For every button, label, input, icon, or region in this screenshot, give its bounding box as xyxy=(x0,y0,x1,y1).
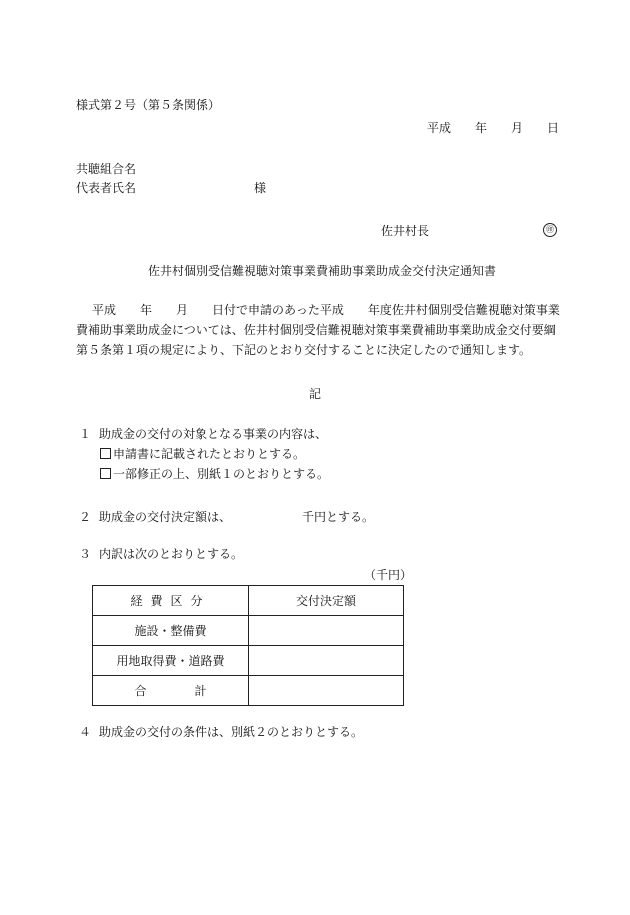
item-2-text: 助成金の交付決定額は、 xyxy=(99,510,232,524)
unit-label: （千円） xyxy=(364,568,413,582)
total-amount xyxy=(249,676,404,706)
association-name-label: 共聴組合名 xyxy=(76,162,137,176)
row-amount xyxy=(249,616,404,646)
document-title: 佐井村個別受信難視聴対策事業費補助事業助成金交付決定通知書 xyxy=(148,264,497,278)
item-3-text: 内訳は次のとおりとする。 xyxy=(99,547,244,561)
body-line-2: 費補助事業助成金については、佐井村個別受信難視聴対策事業費補助事業助成金交付要綱 xyxy=(76,323,556,337)
form-label: 様式第２号（第５条関係） xyxy=(76,98,221,112)
seal-mark: ㊞ xyxy=(543,223,557,237)
row-category: 用地取得費・道路費 xyxy=(93,646,249,676)
checkbox[interactable] xyxy=(100,448,111,459)
item-2-amount-suffix: 千円とする。 xyxy=(302,510,375,524)
body-line-1: 平成 年 月 日付で申請のあった平成 年度佐井村個別受信難視聴対策事業 xyxy=(92,303,560,317)
table-header-row xyxy=(93,586,404,616)
honorific: 様 xyxy=(254,181,267,195)
breakdown-table xyxy=(92,585,404,706)
item-1-option-1 xyxy=(100,446,305,462)
header-amount: 交付決定額 xyxy=(249,586,404,616)
table-row xyxy=(93,646,404,676)
item-2-number: ２ xyxy=(79,510,92,524)
option-2-label: 一部修正の上、別紙１のとおりとする。 xyxy=(113,467,330,481)
row-category: 施設・整備費 xyxy=(93,616,249,646)
item-4-number: ４ xyxy=(79,725,92,739)
total-label: 合 計 xyxy=(93,676,249,706)
row-amount xyxy=(249,646,404,676)
item-1-text: 助成金の交付の対象となる事業の内容は、 xyxy=(99,427,328,441)
table-row xyxy=(93,616,404,646)
item-4-text: 助成金の交付の条件は、別紙２のとおりとする。 xyxy=(99,725,364,739)
item-1-option-2 xyxy=(100,466,329,482)
header-category: 経費区分 xyxy=(93,586,249,616)
sender-name: 佐井村長 xyxy=(381,224,430,238)
representative-name-label: 代表者氏名 xyxy=(76,181,137,195)
body-line-3: 第５条第１項の規定により、下記のとおり交付することに決定したので通知します。 xyxy=(76,343,532,357)
ki-heading: 記 xyxy=(309,387,322,401)
item-3-number: ３ xyxy=(79,547,92,561)
date-line: 平成 年 月 日 xyxy=(427,121,560,135)
table-total-row xyxy=(93,676,404,706)
checkbox[interactable] xyxy=(100,468,111,479)
item-1-number: １ xyxy=(79,427,92,441)
option-1-label: 申請書に記載されたとおりとする。 xyxy=(113,447,306,461)
